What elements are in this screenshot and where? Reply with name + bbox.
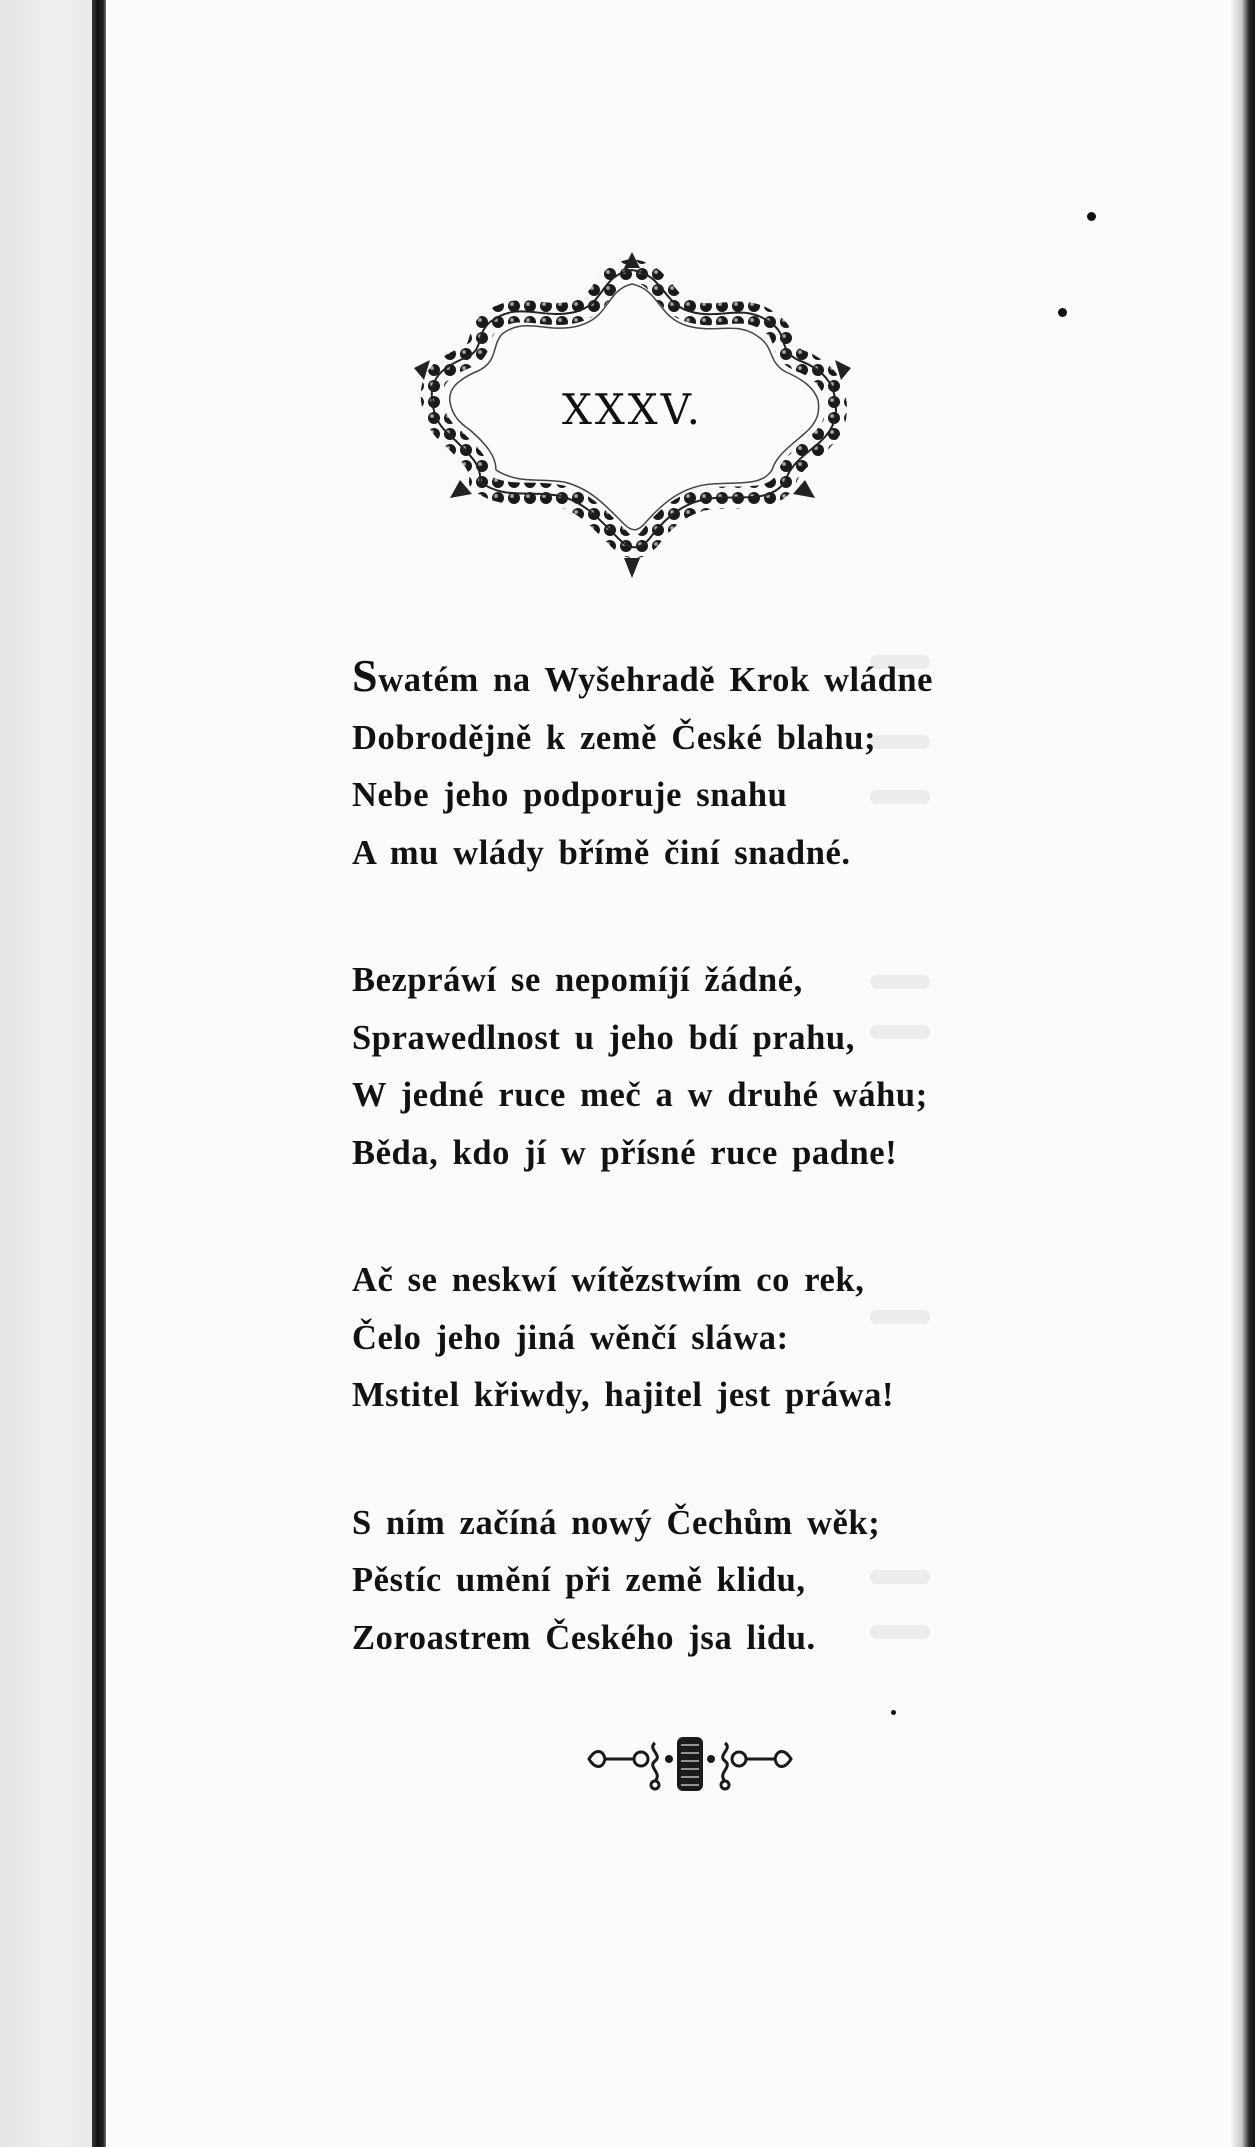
poem-line: A mu wlády břímě činí snadné.: [352, 833, 851, 872]
poem-line: S ním začíná nowý Čechům wěk;: [352, 1503, 881, 1542]
tailpiece-ornament: [585, 1735, 795, 1795]
poem-line: Pěstíc umění při země klidu,: [352, 1561, 806, 1599]
poem-line: Nebe jeho podporuje snahu: [352, 776, 788, 814]
ink-speck: [1087, 212, 1096, 221]
poem-text: [352, 652, 1012, 1737]
facing-page-edge: [0, 0, 92, 2147]
poem-line: Dobrodějně k země České blahu;: [352, 718, 877, 757]
poem-line: Ač se neskwí wítězstwím co rek,: [352, 1261, 865, 1299]
stanza-4: [352, 1495, 1012, 1668]
poem-line: Zoroastrem Českého jsa lidu.: [352, 1618, 816, 1657]
stanza-2: [352, 952, 1012, 1182]
poem-line: Sprawedlnost u jeho bdí prahu,: [352, 1018, 855, 1057]
stanza-3: [352, 1252, 1012, 1425]
drop-cap: S: [352, 650, 379, 701]
page-edge-shadow: [1231, 0, 1255, 2147]
poem-line: Bezpráwí se nepomíjí žádné,: [352, 961, 803, 999]
chapter-number: XXXV.: [561, 385, 704, 434]
poem-line: Mstitel křiwdy, hajitel jest práwa!: [352, 1376, 895, 1414]
ink-speck: [1058, 308, 1067, 317]
stanza-1: [352, 652, 1012, 882]
poem-line: Čelo jeho jiná wěnčí sláwa:: [352, 1318, 789, 1357]
book-gutter: [92, 0, 106, 2147]
poem-line: Běda, kdo jí w přísné ruce padne!: [352, 1133, 898, 1172]
poem-line: W jedné ruce meč a w druhé wáhu;: [352, 1076, 928, 1114]
poem-line: Swatém na Wyšehradě Krok wládne: [352, 650, 934, 701]
